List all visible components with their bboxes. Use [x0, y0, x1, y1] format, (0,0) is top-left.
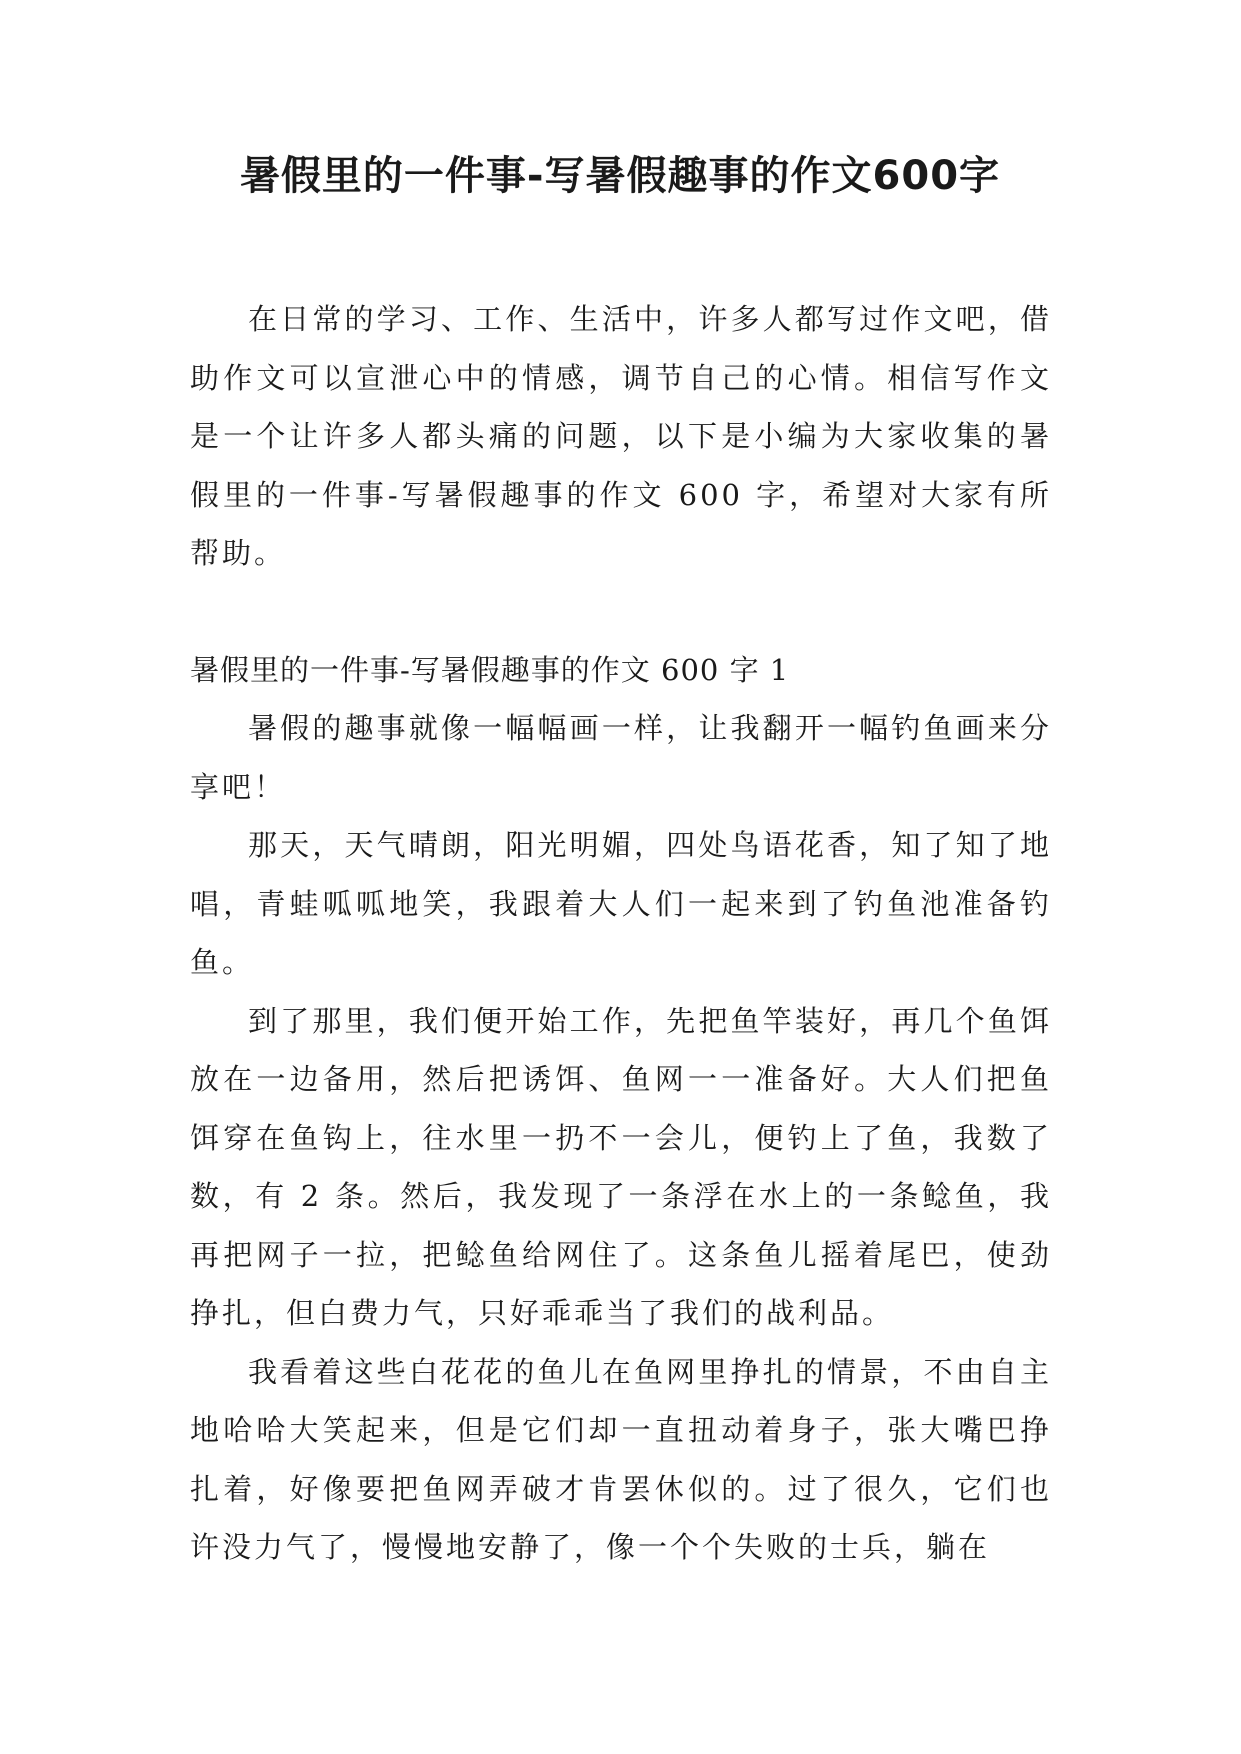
document-body [190, 290, 1052, 1577]
section-heading: 暑假里的一件事-写暑假趣事的作文 600 字 1 [190, 652, 790, 687]
body-paragraph: 我看着这些白花花的鱼儿在鱼网里挣扎的情景，不由自主地哈哈大笑起来，但是它们却一直扭动着身子，张大嘴巴挣扎着，好像要把鱼网弄破才肯罢休似的。过了很久，它们也许没力气了，慢慢地安静了，像一个个失败的士兵，躺在 [190, 1354, 1052, 1564]
document-title: 暑假里的一件事-写暑假趣事的作文600字 [239, 153, 1001, 199]
body-paragraph: 到了那里，我们便开始工作，先把鱼竿装好，再几个鱼饵放在一边备用，然后把诱饵、鱼网一一准备好。大人们把鱼饵穿在鱼钩上，往水里一扔不一会儿，便钓上了鱼，我数了数，有 2 条。然后，我发现了一条浮在水上的一条鲶鱼，我再把网子一拉，把鲶鱼给网住了。这条鱼儿摇着尾巴，使劲挣扎，但白费力气，只好乖乖当了我们的战利品。 [190, 1003, 1052, 1330]
body-paragraph: 那天，天气晴朗，阳光明媚，四处鸟语花香，知了知了地唱，青蛙呱呱地笑，我跟着大人们一起来到了钓鱼池准备钓鱼。 [190, 828, 1052, 979]
body-paragraph: 暑假的趣事就像一幅幅画一样，让我翻开一幅钓鱼画来分享吧！ [190, 711, 1052, 804]
intro-paragraph: 在日常的学习、工作、生活中，许多人都写过作文吧，借助作文可以宣泄心中的情感，调节自己的心情。相信写作文是一个让许多人都头痛的问题，以下是小编为大家收集的暑假里的一件事-写暑假趣事的作文 600 字，希望对大家有所帮助。 [190, 302, 1052, 570]
